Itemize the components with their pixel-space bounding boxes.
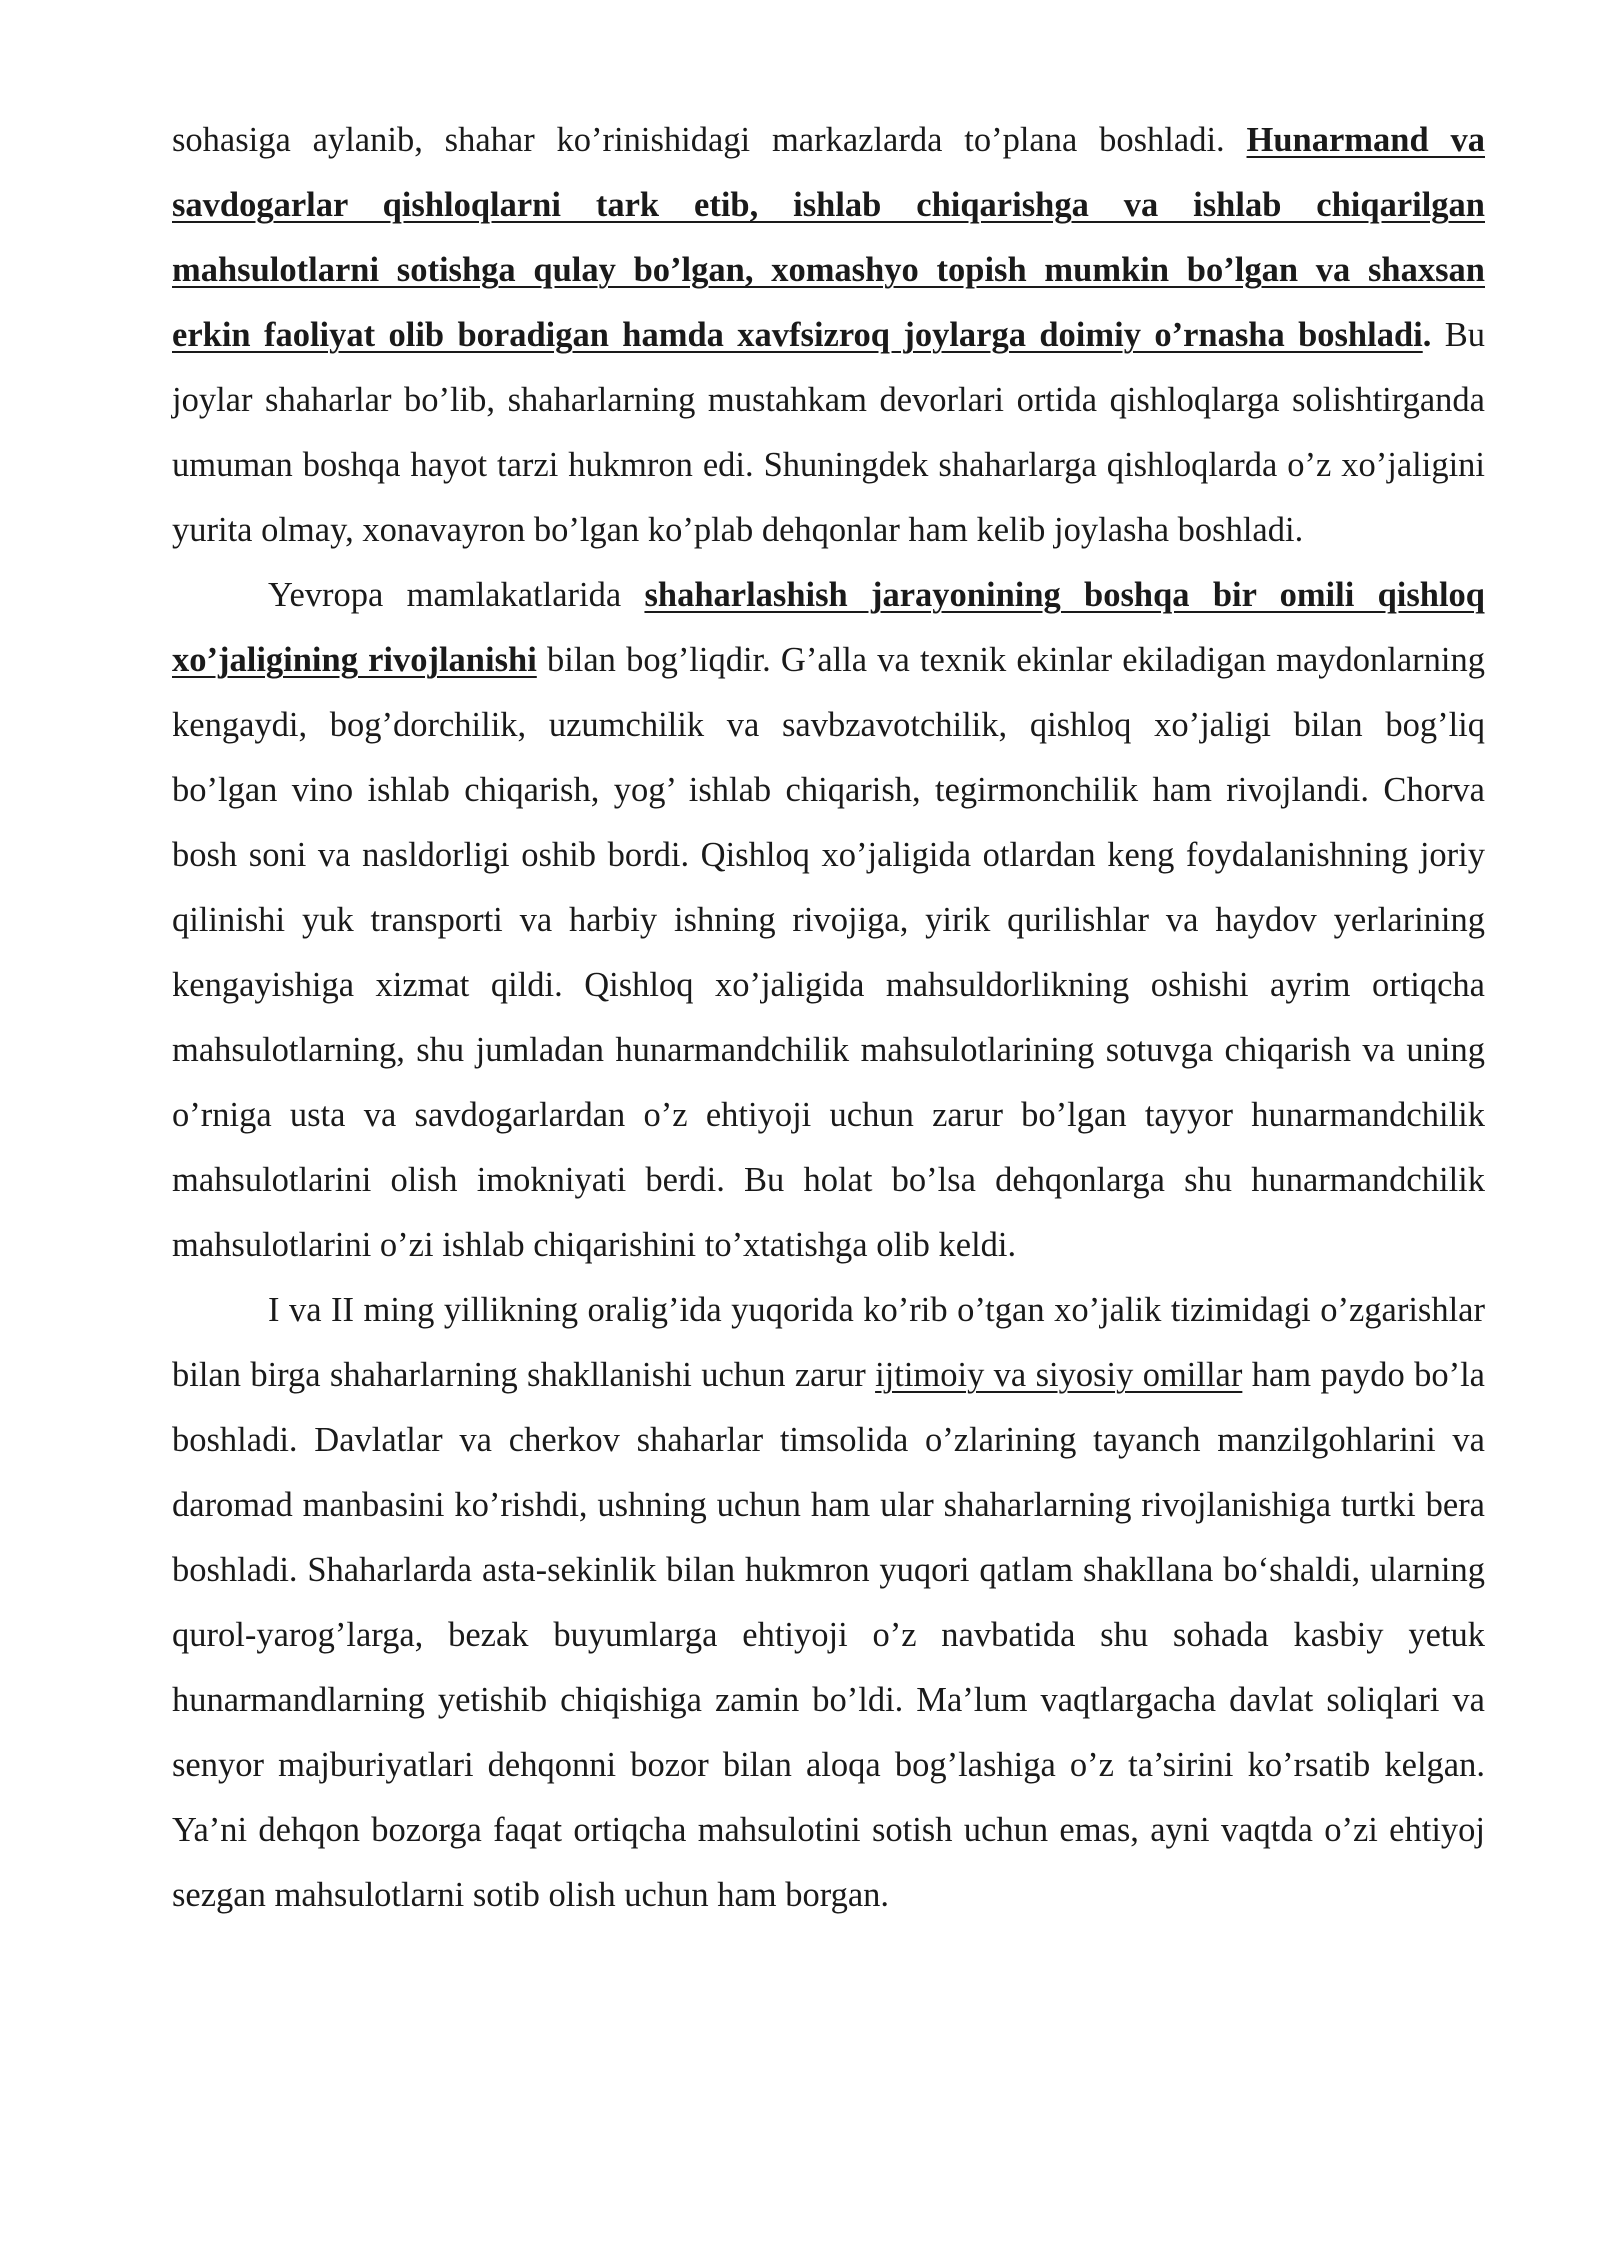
paragraph-text: sohasiga aylanib, shahar ko’rinishidagi markazlarda to’plana boshladi. [172,121,1247,159]
emphasized-text: shaharlashish jarayonining boshqa bir omili qishloq xo’jaligining rivojlanishi [172,576,1485,679]
emphasized-text: Hunarmand va savdogarlar qishloqlarni tark etib, ishlab chiqarishga va ishlab chiqarilgan mahsulotlarni sotishga qulay bo’lgan, xomashyo topish mumkin bo’lgan va shaxsan erkin faoliyat olib boradigan hamda xavfsizroq joylarga doimiy o’rnasha boshladi [172,121,1485,354]
document-body [172,108,1485,1928]
paragraph-text: bilan bog’liqdir. G’alla va texnik ekinlar ekiladigan maydonlarning kengaydi, bog’dorchilik, uzumchilik va savbzavotchilik, qishloq xo’jaligi bilan bog’liq bo’lgan vino ishlab chiqarish, yog’ ishlab chiqarish, tegirmonchilik ham rivojlandi. Chorva bosh soni va nasldorligi oshib bordi. Qishloq xo’jaligida otlardan keng foydalanishning joriy qilinishi yuk transporti va harbiy ishning rivojiga, yirik qurilishlar va haydov yerlarining kengayishiga xizmat qildi. Qishloq xo’jaligida mahsuldorlikning oshishi ayrim ortiqcha mahsulotlarning, shu jumladan hunarmandchilik mahsulotlarining sotuvga chiqarish va uning o’rniga usta va savdogarlardan o’z ehtiyoji uchun zarur bo’lgan tayyor hunarmandchilik mahsulotlarini olish imokniyati berdi. Bu holat bo’lsa dehqonlarga shu hunarmandchilik mahsulotlarini o’zi ishlab chiqarishini to’xtatishga olib keldi. [172,641,1485,1264]
paragraph-2 [172,563,1485,1278]
paragraph-3 [172,1278,1485,1928]
paragraph-text: ham paydo bo’la boshladi. Davlatlar va cherkov shaharlar timsolida o’zlarining tayanch manzilgohlarini va daromad manbasini ko’rishdi, ushning uchun ham ular shaharlarning rivojlanishiga turtki bera boshladi. Shaharlarda asta-sekinlik bilan hukmron yuqori qatlam shakllana bo‘shaldi, ularning qurol-yarog’larga, bezak buyumlarga ehtiyoji o’z navbatida shu sohada kasbiy yetuk hunarmandlarning yetishib chiqishiga zamin bo’ldi. Ma’lum vaqtlargacha davlat soliqlari va senyor majburiyatlari dehqonni bozor bilan aloqa bog’lashiga o’z ta’sirini ko’rsatib kelgan. Ya’ni dehqon bozorga faqat ortiqcha mahsulotini sotish uchun emas, ayni vaqtda o’zi ehtiyoj sezgan mahsulotlarni sotib olish uchun ham borgan. [172,1356,1485,1914]
paragraph-text: I va II ming yillikning oralig’ida yuqorida ko’rib o’tgan xo’jalik tizimidagi o’zgarishlar bilan birga shaharlarning shakllanishi uchun zarur [172,1291,1485,1394]
paragraph-text: Yevropa mamlakatlarida [268,576,645,614]
emphasized-period: . [1422,316,1432,354]
underlined-text: ijtimoiy va siyosiy omillar [875,1356,1243,1394]
paragraph-1 [172,108,1485,563]
paragraph-text: Bu joylar shaharlar bo’lib, shaharlarning mustahkam devorlari ortida qishloqlarga solishtirganda umuman boshqa hayot tarzi hukmron edi. Shuningdek shaharlarga qishloqlarda o’z xo’jaligini yurita olmay, xonavayron bo’lgan ko’plab dehqonlar ham kelib joylasha boshladi. [172,316,1485,549]
